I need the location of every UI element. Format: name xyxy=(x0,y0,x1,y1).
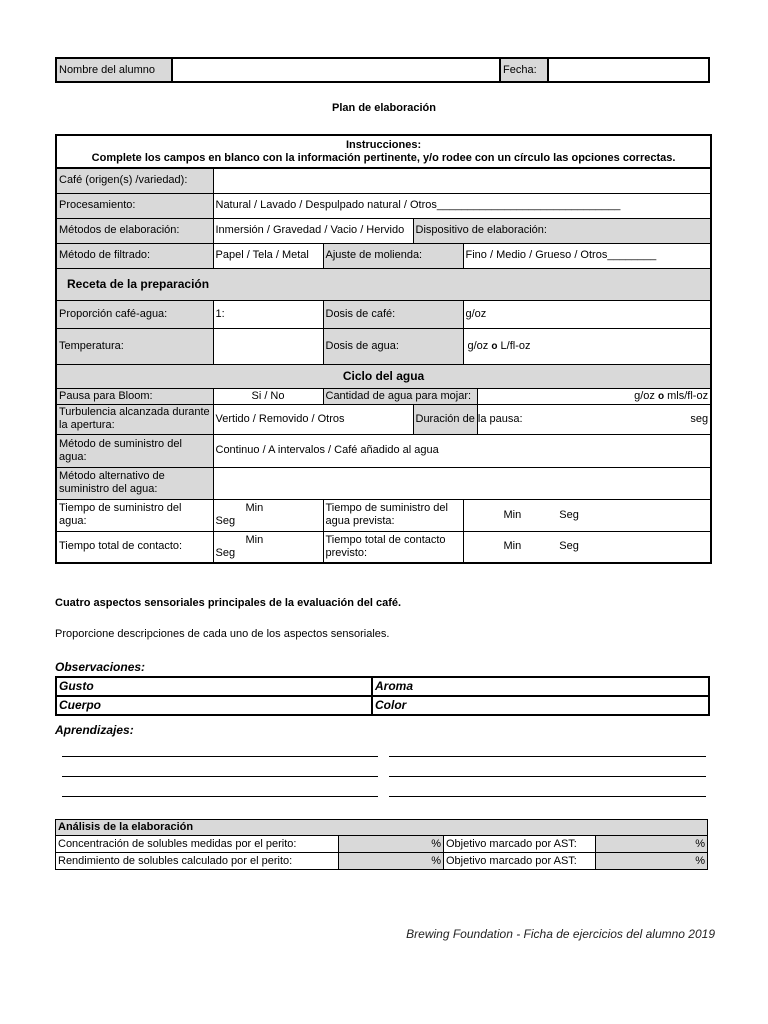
wet-unit-or: o xyxy=(657,390,665,402)
pause-field[interactable]: seg xyxy=(477,404,711,434)
contact-label: Tiempo total de contacto: xyxy=(56,531,213,563)
yield-field[interactable]: % xyxy=(339,853,444,870)
supply-time-label: Tiempo de suministro del agua: xyxy=(56,499,213,531)
planned-contact-min: Min xyxy=(503,540,522,553)
bloom-label: Pausa para Bloom: xyxy=(56,388,213,404)
turbulence-label: Turbulencia alcanzada durante la apertura: xyxy=(56,404,213,434)
learnings-line-5[interactable] xyxy=(62,796,378,797)
coffee-label: Café (origen(s) /variedad): xyxy=(56,168,213,193)
student-header-table xyxy=(55,57,710,83)
concentration-label: Concentración de solubles medidas por el perito: xyxy=(56,836,339,853)
pause-label-text: Duración de la pausa: xyxy=(415,412,523,425)
concentration-target-label: Objetivo marcado por AST: xyxy=(444,836,596,853)
alt-supply-field[interactable] xyxy=(213,467,711,499)
footer-text: Brewing Foundation - Ficha de ejercicios del alumno 2019 xyxy=(406,927,715,941)
alt-supply-label: Método alternativo de suministro del agua: xyxy=(56,467,213,499)
pause-label xyxy=(413,404,523,434)
supply-time-seg: Seg xyxy=(215,515,236,527)
dose-label: Dosis de café: xyxy=(323,300,463,328)
supply-time-planned-label: Tiempo de suministro del agua prevista: xyxy=(323,499,463,531)
supply-time-min: Min xyxy=(245,502,264,514)
bloom-options[interactable]: Si / No xyxy=(213,388,323,404)
concentration-field[interactable]: % xyxy=(339,836,444,853)
methods-options[interactable]: Inmersión / Gravedad / Vacio / Hervido xyxy=(213,218,413,243)
planned-supply-seg: Seg xyxy=(559,508,579,521)
student-name-field[interactable] xyxy=(172,58,500,82)
brew-plan-table xyxy=(55,134,712,564)
coffee-field[interactable] xyxy=(213,168,711,193)
instructions-text: Complete los campos en blanco con la información pertinente, y/o rodee con un círculo las opciones correctas. xyxy=(91,151,676,164)
processing-options[interactable]: Natural / Lavado / Despulpado natural / Otros______________________________ xyxy=(213,193,711,218)
wet-unit-a: g/oz xyxy=(634,389,655,402)
temperature-field[interactable] xyxy=(213,328,323,364)
date-field[interactable] xyxy=(548,58,709,82)
taste-field[interactable]: Gusto xyxy=(56,677,372,696)
sensory-heading: Cuatro aspectos sensoriales principales de la evaluación del café. xyxy=(55,597,402,609)
temperature-label: Temperatura: xyxy=(56,328,213,364)
learnings-line-1[interactable] xyxy=(62,756,378,757)
supply-options[interactable]: Continuo / A intervalos / Café añadido al agua xyxy=(213,434,711,467)
water-unit-a: g/oz xyxy=(467,339,489,352)
yield-target-label: Objetivo marcado por AST: xyxy=(444,853,596,870)
learnings-line-3[interactable] xyxy=(62,776,378,777)
aroma-field[interactable]: Aroma xyxy=(372,677,709,696)
learnings-line-4[interactable] xyxy=(389,776,706,777)
student-name-label: Nombre del alumno xyxy=(56,58,172,82)
observations-heading: Observaciones: xyxy=(55,660,146,674)
yield-label: Rendimiento de solubles calculado por el perito: xyxy=(56,853,339,870)
color-field[interactable]: Color xyxy=(372,696,709,715)
methods-label: Métodos de elaboración: xyxy=(56,218,213,243)
date-label: Fecha: xyxy=(500,58,548,82)
wet-field[interactable] xyxy=(477,388,711,404)
turbulence-options[interactable]: Vertido / Removido / Otros xyxy=(213,404,413,434)
water-unit-or: o xyxy=(491,340,498,352)
water-dose-field[interactable] xyxy=(463,328,711,364)
sensory-subtitle: Proporcione descripciones de cada uno de los aspectos sensoriales. xyxy=(55,628,390,640)
processing-label: Procesamiento: xyxy=(56,193,213,218)
supply-time-planned-field[interactable] xyxy=(463,499,711,531)
contact-field[interactable] xyxy=(213,531,323,563)
supply-time-field[interactable] xyxy=(213,499,323,531)
water-dose-label: Dosis de agua: xyxy=(323,328,463,364)
wet-label: Cantidad de agua para mojar: xyxy=(323,388,477,404)
analysis-heading: Análisis de la elaboración xyxy=(56,820,708,836)
learnings-line-6[interactable] xyxy=(389,796,706,797)
supply-label: Método de suministro del agua: xyxy=(56,434,213,467)
water-unit-b: L/fl-oz xyxy=(500,339,531,352)
ratio-label: Proporción café-agua: xyxy=(56,300,213,328)
cycle-heading: Ciclo del agua xyxy=(56,364,711,388)
grind-options[interactable]: Fino / Medio / Grueso / Otros________ xyxy=(463,243,711,268)
instructions-heading: Instrucciones: xyxy=(345,138,422,151)
planned-supply-min: Min xyxy=(503,508,522,521)
learnings-line-2[interactable] xyxy=(389,756,706,757)
observations-table xyxy=(55,676,710,716)
analysis-table xyxy=(55,819,708,870)
learnings-heading: Aprendizajes: xyxy=(55,723,134,737)
contact-seg: Seg xyxy=(215,546,236,559)
device-label: Dispositivo de elaboración: xyxy=(413,218,711,243)
filter-options[interactable]: Papel / Tela / Metal xyxy=(213,243,323,268)
concentration-target-field[interactable]: % xyxy=(596,836,708,853)
contact-planned-field[interactable] xyxy=(463,531,711,563)
planned-contact-seg: Seg xyxy=(559,540,579,553)
grind-label: Ajuste de molienda: xyxy=(323,243,463,268)
filter-label: Método de filtrado: xyxy=(56,243,213,268)
page-title: Plan de elaboración xyxy=(332,102,436,114)
ratio-field[interactable]: 1: xyxy=(213,300,323,328)
yield-target-field[interactable]: % xyxy=(596,853,708,870)
contact-min: Min xyxy=(245,533,264,546)
wet-unit-b: mls/fl-oz xyxy=(667,389,709,402)
contact-planned-label: Tiempo total de contacto previsto: xyxy=(323,531,463,563)
dose-field[interactable]: g/oz xyxy=(463,300,711,328)
body-field[interactable]: Cuerpo xyxy=(56,696,372,715)
instructions-box xyxy=(56,135,711,168)
recipe-heading: Receta de la preparación xyxy=(56,268,711,300)
